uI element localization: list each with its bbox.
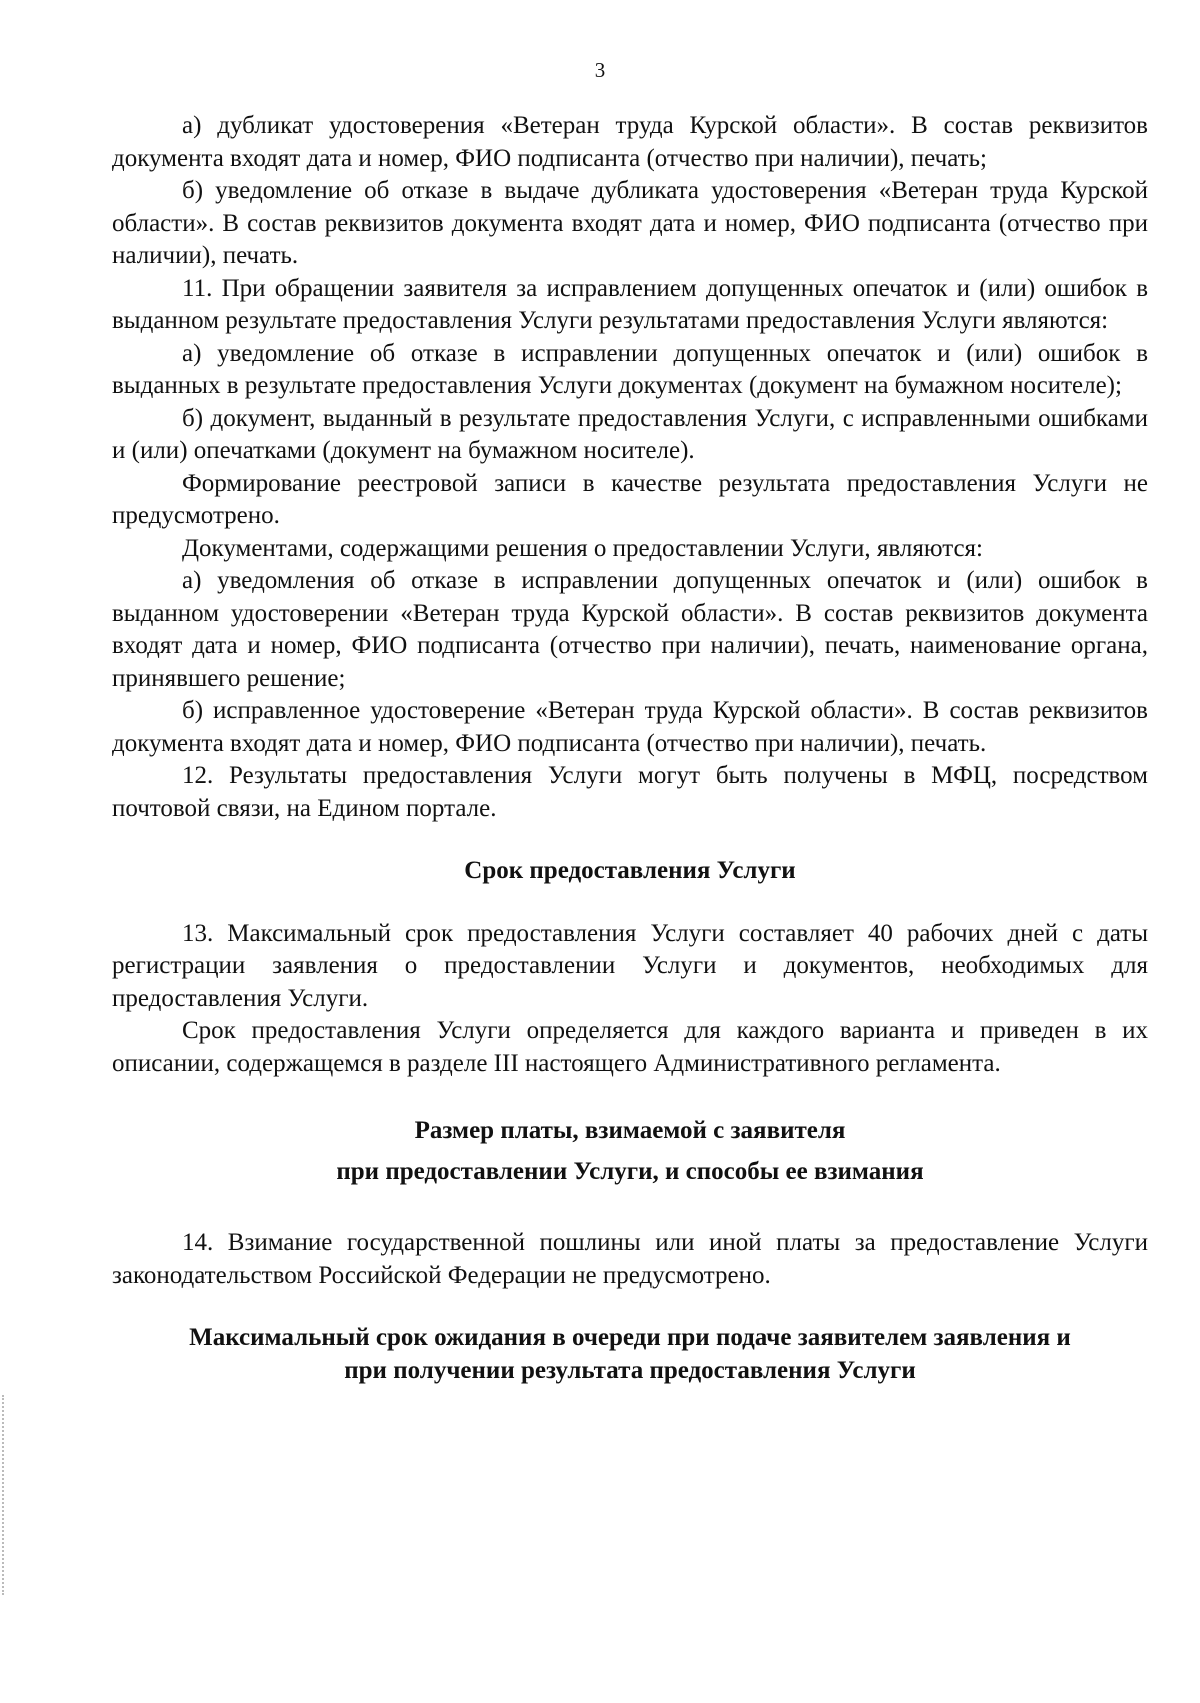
page-content [112, 110, 1148, 1387]
paragraph-11b: б) документ, выданный в результате предоставления Услуги, с исправленными ошибками и (или) опечатками (документ на бумажном носителе). [112, 404, 1148, 464]
scan-margin-marks [2, 1395, 7, 1595]
paragraph-11: 11. При обращении заявителя за исправлением допущенных опечаток и (или) ошибок в выданном результате предоставления Услуги результатами предоставления Услуги являются: [112, 274, 1148, 334]
heading-fee [112, 1110, 1148, 1192]
heading-queue-line-1: Максимальный срок ожидания в очереди при подаче заявителем заявления и [189, 1324, 1071, 1351]
heading-fee-line-2: при предоставлении Услуги, и способы ее взимания [336, 1158, 924, 1185]
paragraph-12: 12. Результаты предоставления Услуги могут быть получены в МФЦ, посредством почтовой связи, на Едином портале. [112, 762, 1148, 822]
paragraph-10a: а) дубликат удостоверения «Ветеран труда Курской области». В состав реквизитов документа входят дата и номер, ФИО подписанта (отчество при наличии), печать; [112, 112, 1148, 172]
paragraph-11a: а) уведомление об отказе в исправлении допущенных опечаток и (или) ошибок в выданных в результате предоставления Услуги документах (документ на бумажном носителе); [112, 339, 1148, 399]
paragraph-13: 13. Максимальный срок предоставления Услуги составляет 40 рабочих дней с даты регистрации заявления о предоставлении Услуги и документов, необходимых для предоставления Услуги. [112, 919, 1148, 1012]
paragraph-decision-a: а) уведомления об отказе в исправлении допущенных опечаток и (или) ошибок в выданном удостоверении «Ветеран труда Курской области». В состав реквизитов документа входят дата и номер, ФИО подписанта (отчество при наличии), печать, наименование органа, принявшего решение; [112, 567, 1148, 692]
paragraph-14: 14. Взимание государственной пошлины или иной платы за предоставление Услуги законодательством Российской Федерации не предусмотрено. [112, 1229, 1148, 1289]
paragraph-decision-b: б) исправленное удостоверение «Ветеран труда Курской области». В состав реквизитов документа входят дата и номер, ФИО подписанта (отчество при наличии), печать. [112, 697, 1148, 757]
page-number: 3 [594, 58, 606, 82]
heading-service-term: Срок предоставления Услуги [464, 857, 796, 884]
heading-queue-time [112, 1322, 1148, 1387]
paragraph-registry-record: Формирование реестровой записи в качестве результата предоставления Услуги не предусмотрено. [112, 469, 1148, 529]
paragraph-10b: б) уведомление об отказе в выдаче дубликата удостоверения «Ветеран труда Курской области». В состав реквизитов документа входят дата и номер, ФИО подписанта (отчество при наличии), печать. [112, 177, 1148, 269]
paragraph-term-variants: Срок предоставления Услуги определяется для каждого варианта и приведен в их описании, содержащемся в разделе III настоящего Административного регламента. [112, 1017, 1148, 1077]
heading-queue-line-2: при получении результата предоставления Услуги [344, 1356, 916, 1384]
paragraph-decision-documents: Документами, содержащими решения о предоставлении Услуги, являются: [182, 534, 983, 562]
heading-fee-line-1: Размер платы, взимаемой с заявителя [414, 1117, 846, 1144]
